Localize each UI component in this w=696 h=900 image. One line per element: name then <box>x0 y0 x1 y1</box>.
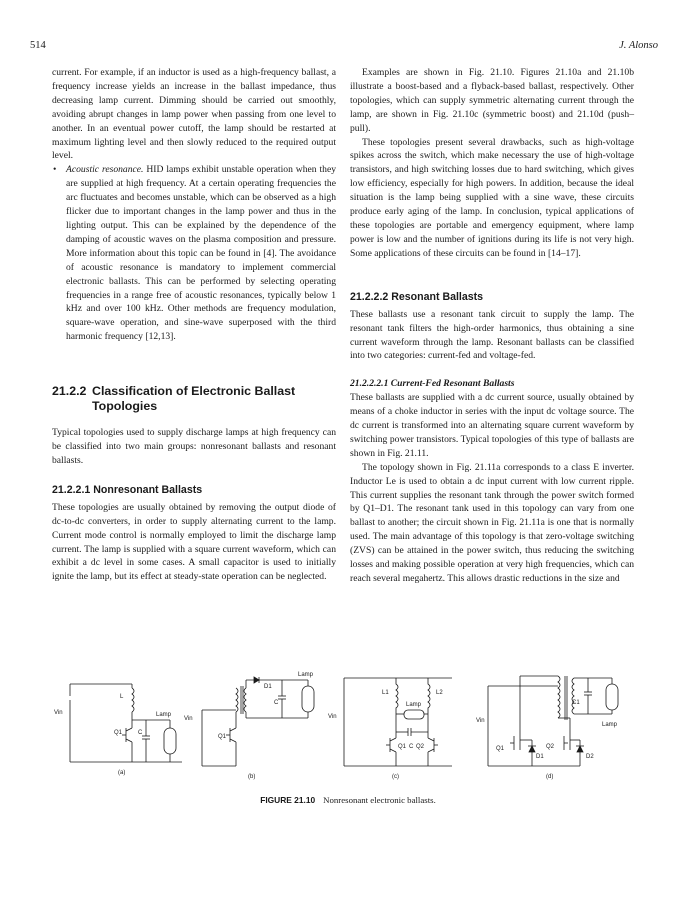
label-lamp-c: Lamp <box>406 702 422 708</box>
figure-caption-text: Nonresonant electronic ballasts. <box>323 795 436 805</box>
label-c1-d: C1 <box>572 700 580 706</box>
paragraph: These ballasts use a resonant tank circuit to supply the lamp. The resonant tank filters the high-order harmonics, thus obtaining a sine current waveform through the lamp. Resonant ballasts can be classified into two categories: current-fed and voltage-fed. <box>350 308 634 362</box>
running-head: J. Alonso <box>619 40 658 51</box>
section-title-line2: Topologies <box>92 399 158 414</box>
label-panel-b: (b) <box>248 774 256 780</box>
bullet-marker: • <box>53 164 57 176</box>
section-heading <box>52 384 336 414</box>
paragraph: These topologies are usually obtained by removing the output diode of dc-to-dc converters, in order to supply alternating current to the lamp. Current mode control is normally employed to limit the discharge lamp current. The lamp is supplied with a square current waveform, which can exhibit a dc level in some cases. A small capacitor is used to initially ignite the lamp, but its effect at steady-state operation can be neglected. <box>52 501 336 583</box>
label-l1: L1 <box>382 690 389 696</box>
subsection-heading: 21.2.2.1 Nonresonant Ballasts <box>52 483 203 496</box>
bullet-text: HID lamps exhibit unstable operation when they are supplied at high frequency. At a certain operating frequencies the arc fluctuates and becomes unstable, which can be observed as a high flicker due to important changes in the lamp power and thus in the lighting output. This can be explained by the dependence of the damping of acoustic waves on the plasma composition and pressure. More information about this topic can be found in [4]. The avoidance of acoustic resonance is mandatory to implement commercial electronic ballasts. This can be performed by selecting operating frequencies in a range free of acoustic resonances, typically below 1 kHz and over 100 kHz. Other methods are frequency modulation, square-wave operation, and sine-wave superposed with the third harmonic frequency [12,13]. <box>66 164 337 343</box>
label-vin-b: Vin <box>184 716 193 722</box>
label-q2-c: Q2 <box>416 744 425 750</box>
label-q1-c: Q1 <box>398 744 407 750</box>
label-d1-d: D1 <box>536 754 544 760</box>
section-title-line1: Classification of Electronic Ballast <box>92 384 296 399</box>
circuit-diagrams <box>52 662 652 780</box>
paragraph: These topologies present several drawbacks, such as high-voltage spikes across the switch, which make necessary the use of high-voltage transistors, and high switching losses due to hard switching, which gives low efficiency, especially for high powers. In addition, because the ideal situation is the lamp being supplied with a sine wave, these circuits produce early aging of the lamp. In conclusion, typical applications of these topologies are portable and emergency equipment, where lamp power is low and the number of ignitions during its life is not very high. Some applications of these circuits can be found in [14–17]. <box>350 136 634 259</box>
label-lamp-d: Lamp <box>602 722 618 728</box>
label-q2-d: Q2 <box>546 744 555 750</box>
label-vin-a: Vin <box>54 710 63 716</box>
label-panel-c: (c) <box>392 774 399 780</box>
label-d2-d: D2 <box>586 754 594 760</box>
paragraph: current. For example, if an inductor is used as a high-frequency ballast, a frequency increase yields an increase in the ballast impedance, thus decreasing lamp current. Dimming should be carried out smoothly, avoiding abrupt changes in lamp power when passing from one level to another. In an eventual power cutoff, the lamp should be restarted at maximum lighting level and then slowly reduced to the required output level. <box>52 67 336 162</box>
label-vin-d: Vin <box>476 718 485 724</box>
label-panel-d: (d) <box>546 774 554 780</box>
bullet-acoustic-resonance <box>52 163 336 344</box>
figure-21-10 <box>52 662 652 780</box>
section-number: 21.2.2 <box>52 384 87 399</box>
label-lamp-b: Lamp <box>298 672 314 678</box>
label-c-a: C <box>138 730 143 736</box>
label-panel-a: (a) <box>118 770 126 776</box>
label-lamp-a: Lamp <box>156 712 172 718</box>
paragraph: The topology shown in Fig. 21.11a corresponds to a class E inverter. Inductor Le is used to obtain a dc input current with low current ripple. This current supplies the resonant tank through the power switch formed by Q1–D1. The resonant tank used in this topology can vary from one ballast to another; the circuit shown in Fig. 21.11a is one that is normally used. The main advantage of this topology is that zero-voltage switching (ZVS) can be attained in the power switch, thus reducing the switching losses and making possible operation at very high frequencies, which can reach several megahertz. This allows drastic reductions in the size and <box>350 461 634 584</box>
label-l2: L2 <box>436 690 443 696</box>
bullet-term: Acoustic resonance. <box>66 164 144 176</box>
page-number: 514 <box>30 40 46 51</box>
circuit-b <box>184 672 314 780</box>
figure-label: FIGURE 21.10 <box>260 795 316 805</box>
label-l: L <box>120 694 124 700</box>
left-column <box>52 66 336 584</box>
figure-caption <box>0 795 696 805</box>
circuit-c <box>328 678 452 780</box>
paragraph: Examples are shown in Fig. 21.10. Figures 21.10a and 21.10b illustrate a boost-based and a flyback-based ballast, respectively. Other topologies, which can supply symmetric alternating current through the lamp, are shown in Fig. 21.10c (symmetric boost) and 21.10d (push–pull). <box>350 67 634 134</box>
circuit-d <box>476 676 618 780</box>
paragraph: Typical topologies used to supply discharge lamps at high frequency can be classified into two main groups: nonresonant ballasts and resonant ballasts. <box>52 427 336 466</box>
circuit-a <box>54 684 182 776</box>
paragraph: These ballasts are supplied with a dc current source, usually obtained by means of a choke inductor in series with the input dc voltage source. The dc current is transformed into an alternating square current waveform by switching power transistors. Typical topologies of this type of ballasts are shown in Fig. 21.11. <box>350 392 634 459</box>
right-column <box>350 66 634 586</box>
subsection-heading: 21.2.2.2 Resonant Ballasts <box>350 290 484 303</box>
label-q1-a: Q1 <box>114 730 123 736</box>
label-q1-d: Q1 <box>496 746 505 752</box>
label-vin-c: Vin <box>328 714 337 720</box>
label-c-c: C <box>409 744 414 750</box>
subsubsection-heading: 21.2.2.2.1 Current-Fed Resonant Ballasts <box>350 378 515 390</box>
label-c-b: C <box>274 700 279 706</box>
label-d1-b: D1 <box>264 684 272 690</box>
label-q1-b: Q1 <box>218 734 227 740</box>
